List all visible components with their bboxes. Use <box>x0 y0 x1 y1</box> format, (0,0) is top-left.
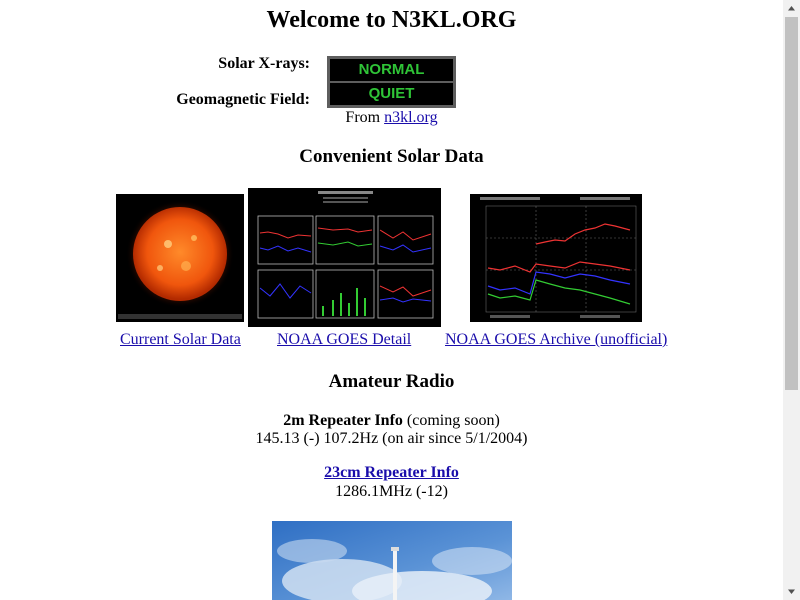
from-prefix: From <box>345 109 381 126</box>
xray-status-value: NORMAL <box>330 59 453 81</box>
geomag-status-value: QUIET <box>330 83 453 105</box>
scroll-up-arrow-icon[interactable] <box>783 0 800 17</box>
repeater-2m-note: (coming soon) <box>406 412 500 429</box>
repeater-23cm-line <box>0 464 783 482</box>
repeater-23cm-detail: 1286.1MHz (-12) <box>335 483 448 500</box>
goes-archive-plot[interactable] <box>470 194 642 322</box>
repeater-23cm-link[interactable]: 23cm Repeater Info <box>324 464 459 481</box>
goes-detail-plots[interactable] <box>248 188 441 327</box>
repeater-2m-title: 2m Repeater Info <box>283 412 403 429</box>
status-widget[interactable] <box>327 56 456 108</box>
solar-data-heading: Convenient Solar Data <box>299 146 484 167</box>
from-line <box>0 109 783 127</box>
sun-image[interactable] <box>116 194 244 322</box>
amateur-radio-heading: Amateur Radio <box>328 371 455 392</box>
geomagnetic-field-label: Geomagnetic Field: <box>176 91 310 108</box>
antenna-photo <box>272 521 512 600</box>
repeater-2m-detail: 145.13 (-) 107.2Hz (on air since 5/1/2004) <box>255 430 528 447</box>
page-title: Welcome to N3KL.ORG <box>266 7 517 33</box>
scroll-down-arrow-icon[interactable] <box>783 583 800 600</box>
noaa-goes-archive-link[interactable]: NOAA GOES Archive (unofficial) <box>445 331 668 348</box>
noaa-goes-detail-link[interactable]: NOAA GOES Detail <box>277 331 412 348</box>
vertical-scrollbar[interactable] <box>783 0 800 600</box>
repeater-2m-line <box>0 412 783 430</box>
scrollbar-thumb[interactable] <box>785 17 798 390</box>
solar-xrays-label: Solar X-rays: <box>218 55 310 72</box>
n3kl-link[interactable]: n3kl.org <box>384 109 438 126</box>
current-solar-data-link[interactable]: Current Solar Data <box>120 331 241 348</box>
